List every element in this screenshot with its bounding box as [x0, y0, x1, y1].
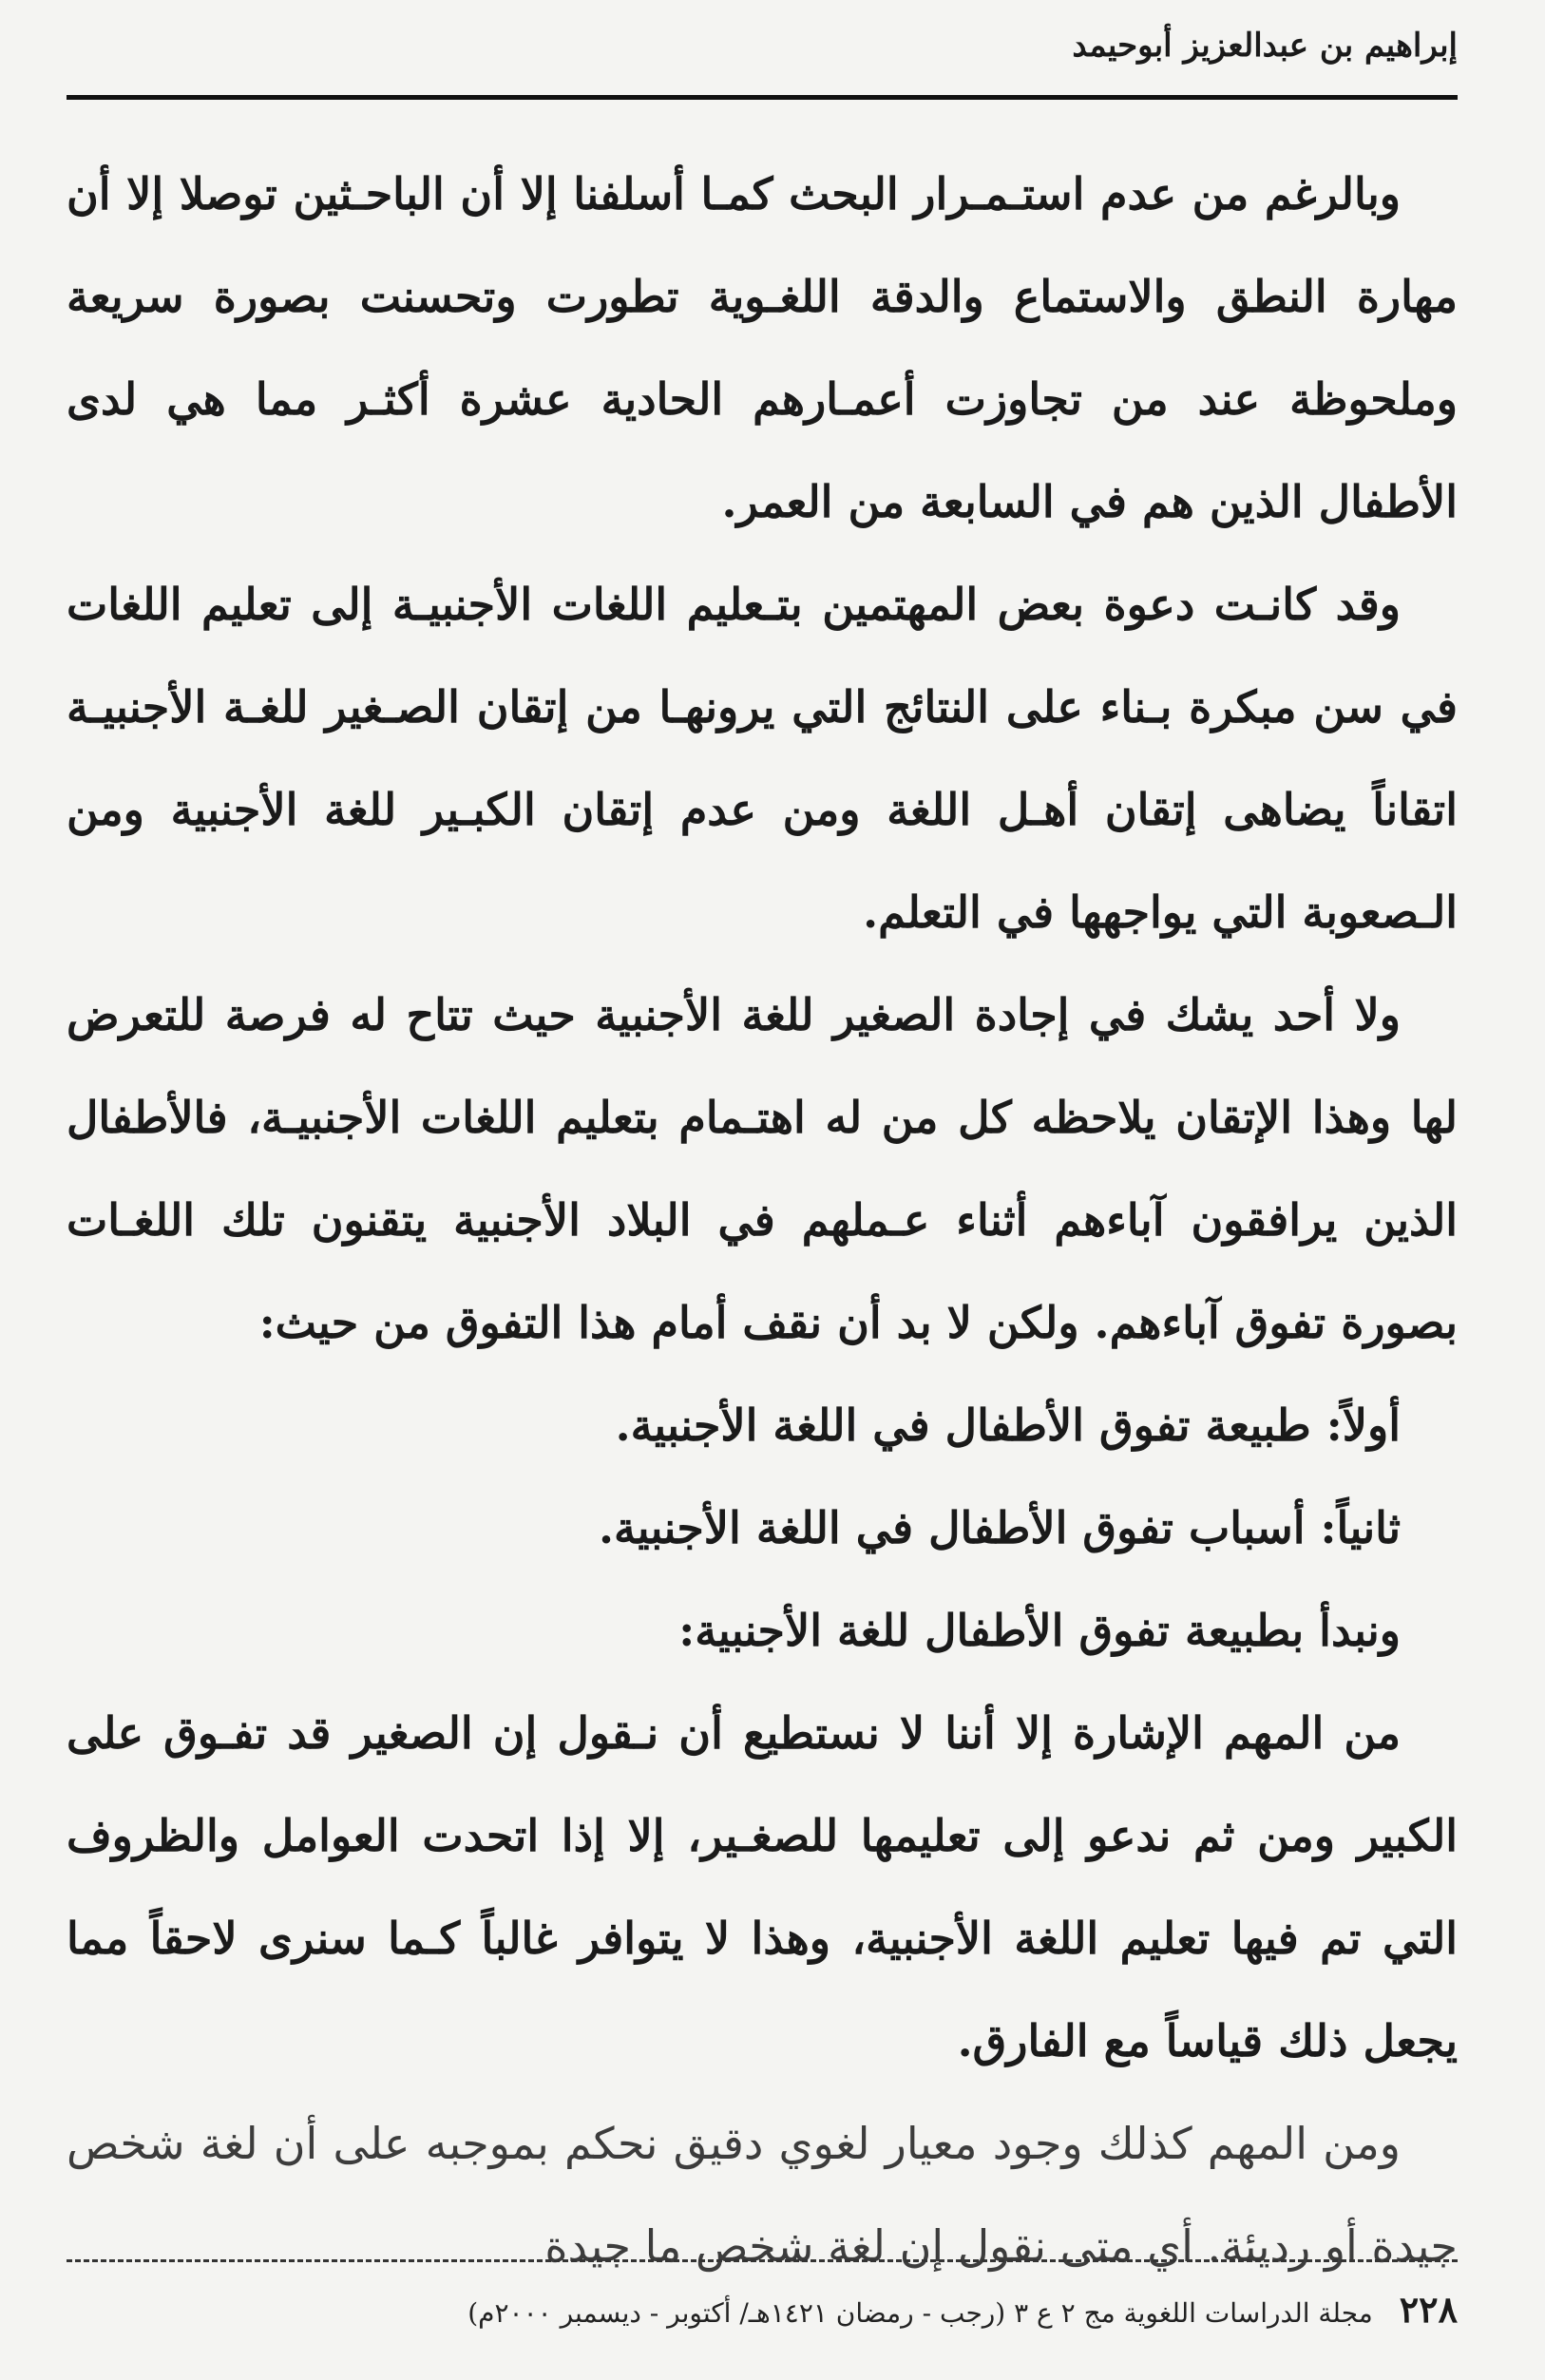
journal-citation: مجلة الدراسات اللغوية مج ٢ ع ٣ (رجب - رمضان ١٤٢١هـ/ أكتوبر - ديسمبر ٢٠٠٠م) — [467, 2297, 1373, 2329]
header-rule — [67, 95, 1458, 100]
paragraph: ولا أحد يشك في إجادة الصغير للغة الأجنبية حيث تتاح له فرصة للتعرض لها وهذا الإتقان يلاحظه كل من له اهتـمام بتعليم اللغات الأجنبيـة، فالأطفال الذين يرافقون آباءهم أثناء عـملهم في البلاد الأجنبية يتقنون تلك اللغـات بصورة تفوق آباءهم. ولكن لا بد أن نقف أمام هذا التفوق من حيث: — [67, 989, 1458, 1348]
list-item: أولاً: طبيعة تفوق الأطفال في اللغة الأجنبية. — [615, 1399, 1401, 1451]
list-item: ثانياً: أسباب تفوق الأطفال في اللغة الأجنبية. — [599, 1502, 1401, 1553]
paragraph: وبالرغم من عدم استـمـرار البحث كمـا أسلفنا إلا أن الباحـثين توصلا إلا أن مهارة النطق والاستماع والدقة اللغـوية تطورت وتحسنت بصورة سريعة وملحوظة عند من تجاوزت أعمـارهم الحادية عشرة أكثـر مما هي لدى الأطفال الذين هم في السابعة من العمر. — [67, 168, 1458, 527]
paragraph: وقد كانـت دعوة بعض المهتمين بتـعليم اللغات الأجنبيـة إلى تعليم اللغات في سن مبكرة بـناء على النتائج التي يرونهـا من إتقان الصـغير للغـة الأجنبيـة اتقاناً يضاهى إتقان أهـل اللغة ومن عدم إتقان الكبـير للغة الأجنبية ومن الـصعوبة التي يواجهها في التعلم. — [67, 579, 1458, 938]
body-text — [67, 143, 1458, 2297]
footer-rule — [67, 2259, 1458, 2262]
section-intro: ونبدأ بطبيعة تفوق الأطفال للغة الأجنبية: — [678, 1605, 1401, 1656]
running-head: إبراهيم بن عبدالعزيز أبوحيمد — [1072, 27, 1458, 65]
paragraph: من المهم الإشارة إلا أننا لا نستطيع أن نـقول إن الصغير قد تفـوق على الكبير ومن ثم ندعو إلى تعليمها للصغـير، إلا إذا اتحدت العوامل والظروف التي تم فيها تعليم اللغة الأجنبية، وهذا لا يتوافر غالباً كـما سنرى لاحقاً مما يجعل ذلك قياساً مع الفارق. — [67, 1707, 1458, 2066]
page-footer — [67, 2288, 1458, 2331]
paragraph-faint: ومن المهم كذلك وجود معيار لغوي دقيق نحكم بموجبه على أن لغة شخص جيدة أو رديئة. أي متى نقول إن لغة شخص ما جيدة — [67, 2118, 1458, 2272]
page-number: ٢٢٨ — [1399, 2288, 1458, 2331]
